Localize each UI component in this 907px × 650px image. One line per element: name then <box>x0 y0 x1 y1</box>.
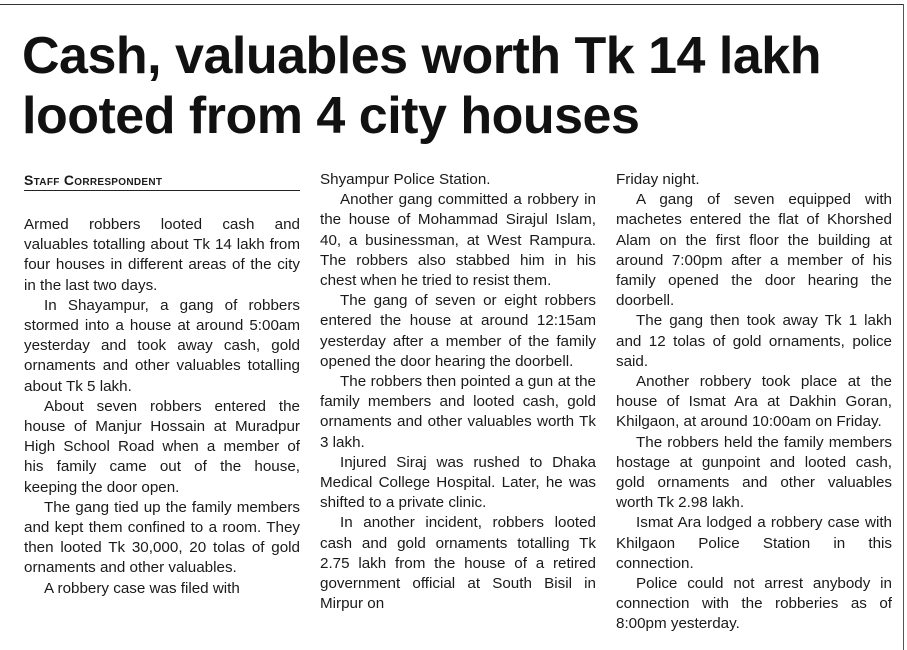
paragraph: Another robbery took place at the house of Ismat Ara at Dakhin Goran, Khilgaon, at around 10:00am on Friday. <box>616 373 892 431</box>
byline-rule <box>24 190 300 191</box>
paragraph: A gang of seven equipped with machetes entered the flat of Khorshed Alam on the first floor the building at around 7:00pm after a member of his family opened the door hearing the doorbell. <box>616 191 892 310</box>
paragraph: Friday night. <box>616 171 700 188</box>
paragraph: In another incident, robbers looted cash and gold ornaments totalling Tk 2.75 lakh from the house of a retired government official at South Bisil in Mirpur on <box>320 514 596 613</box>
byline: Staff Correspondent <box>24 172 163 188</box>
paragraph: The gang of seven or eight robbers entered the house at around 12:15am yesterday after a member of the family opened the door hearing the doorbell. <box>320 292 596 370</box>
paragraph: Police could not arrest anybody in connection with the robberies as of 8:00pm yesterday. <box>616 575 892 633</box>
paragraph: Shyampur Police Station. <box>320 171 491 188</box>
top-rule <box>0 4 903 5</box>
right-rule <box>903 4 904 650</box>
paragraph: The gang tied up the family members and kept them confined to a room. They then looted Tk 30,000, 20 tolas of gold ornaments and other valuables. <box>24 498 300 577</box>
paragraph: The robbers held the family members hostage at gunpoint and looted cash, gold ornaments and other valuables worth Tk 2.98 lakh. <box>616 433 892 512</box>
article-column-3 <box>616 170 892 635</box>
article-column-2 <box>320 170 596 614</box>
paragraph: In Shayampur, a gang of robbers stormed into a house at around 5:00am yesterday and took away cash, gold ornaments and other valuables totalling about Tk 5 lakh. <box>24 296 300 395</box>
headline: Cash, valuables worth Tk 14 lakh looted from 4 city houses <box>22 27 821 145</box>
paragraph: Ismat Ara lodged a robbery case with Khilgaon Police Station in this connection. <box>616 514 892 572</box>
paragraph: Injured Siraj was rushed to Dhaka Medical College Hospital. Later, he was shifted to a private clinic. <box>320 453 596 512</box>
paragraph: The gang then took away Tk 1 lakh and 12 tolas of gold ornaments, police said. <box>616 312 892 370</box>
paragraph: Armed robbers looted cash and valuables totalling about Tk 14 lakh from four houses in different areas of the city in the last two days. <box>24 216 300 294</box>
paragraph: A robbery case was filed with <box>44 579 240 597</box>
paragraph: The robbers then pointed a gun at the family members and looted cash, gold ornaments and other valuables worth Tk 3 lakh. <box>320 373 596 451</box>
paragraph: About seven robbers entered the house of Manjur Hossain at Muradpur High School Road when a member of his family came out of the house, keeping the door open. <box>24 397 300 496</box>
article-column-1 <box>24 170 300 599</box>
paragraph: Another gang committed a robbery in the house of Mohammad Sirajul Islam, 40, a businessman, at West Rampura. The robbers also stabbed him in his chest when he tried to resist them. <box>320 191 596 290</box>
